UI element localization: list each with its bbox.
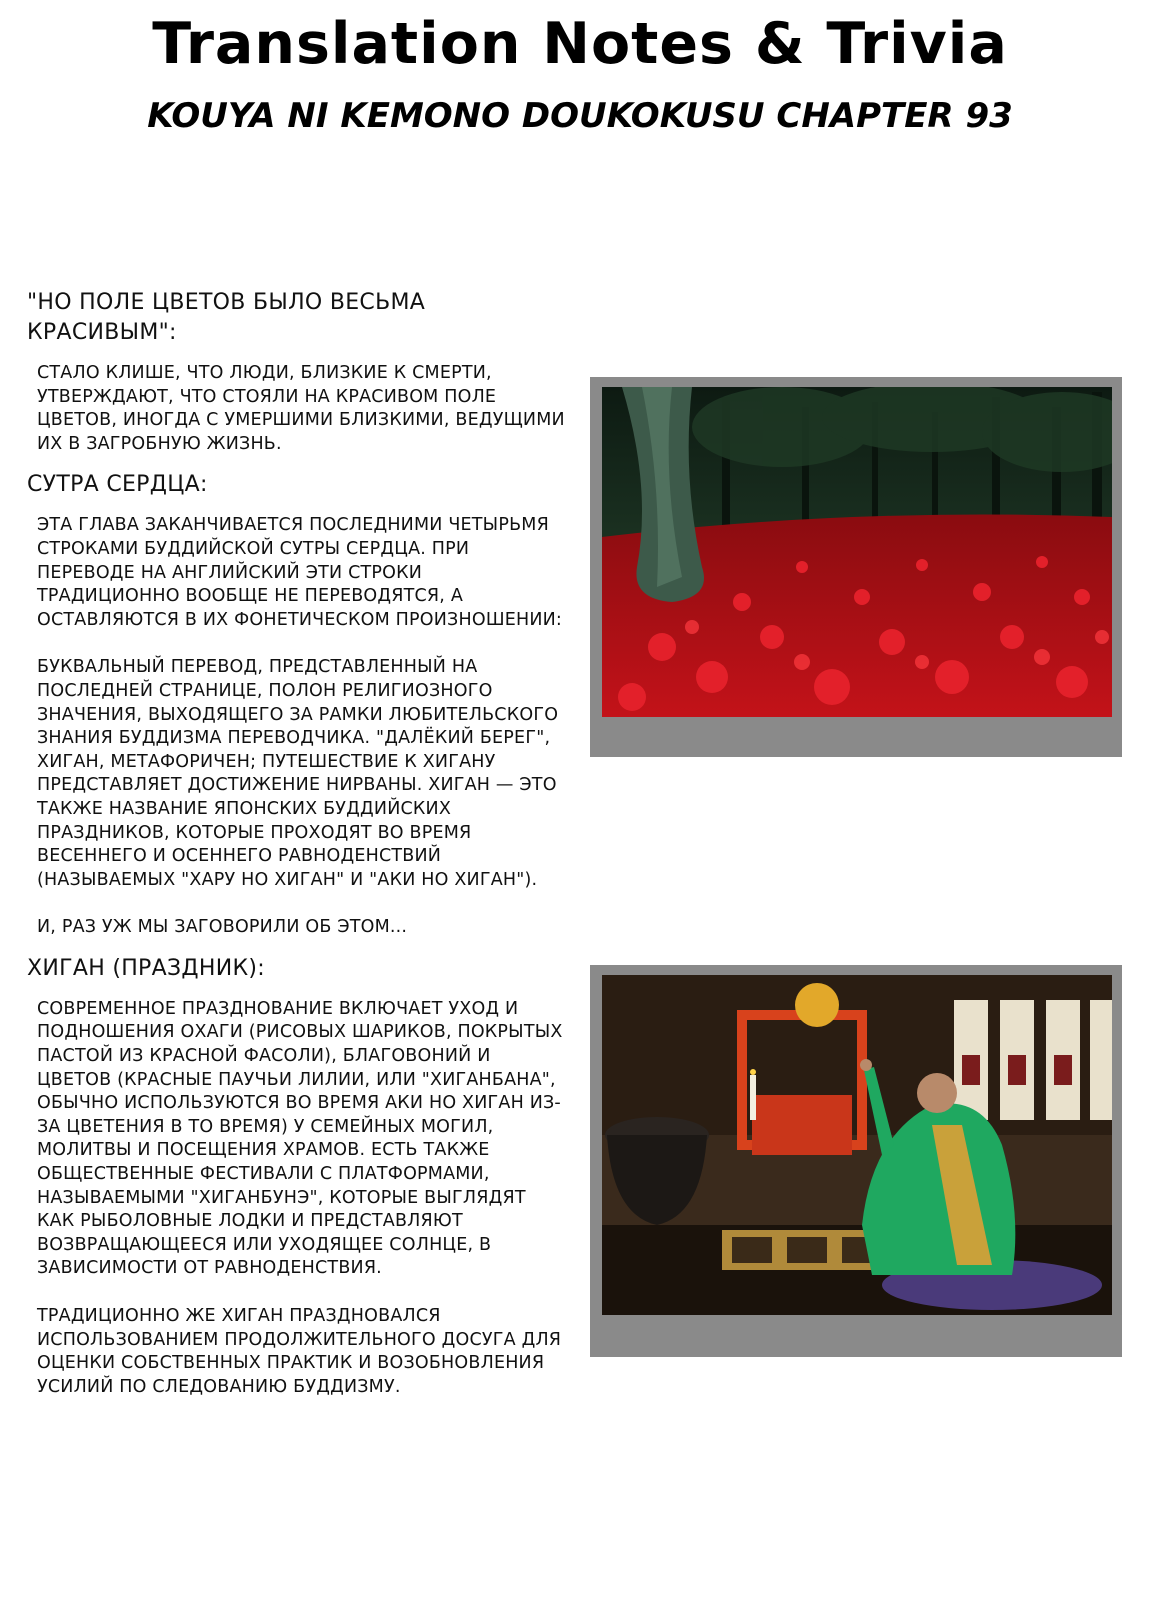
page-subtitle: KOUYA NI KEMONO DOUKOKUSU CHAPTER 93 (147, 96, 1013, 136)
page-title: Translation Notes & Trivia (152, 11, 1008, 77)
section-heading-flower-field: "НО ПОЛЕ ЦВЕТОВ БЫЛО ВЕСЬМА КРАСИВЫМ": (27, 290, 426, 345)
notes-column (27, 288, 567, 1399)
section-heading-heart-sutra: СУТРА СЕРДЦА: (27, 472, 208, 498)
section-heading-higan-holiday: ХИГАН (ПРАЗДНИК): (27, 955, 265, 981)
section-paragraph: ТРАДИЦИОННО ЖЕ ХИГАН ПРАЗДНОВАЛСЯ ИСПОЛЬЗОВАНИЕМ ПРОДОЛЖИТЕЛЬНОГО ДОСУГА ДЛЯ ОЦЕНКИ СОБСТВЕННЫХ ПРАКТИК И ВОЗОБНОВЛЕНИЯ УСИЛИЙ ПО СЛЕДОВАНИЮ БУДДИЗМУ. (37, 1306, 562, 1397)
photo-spider-lily-field (602, 387, 1112, 717)
section-paragraph: СОВРЕМЕННОЕ ПРАЗДНОВАНИЕ ВКЛЮЧАЕТ УХОД И ПОДНОШЕНИЯ ОХАГИ (РИСОВЫХ ШАРИКОВ, ПОКРЫТЫХ ПАСТОЙ ИЗ КРАСНОЙ ФАСОЛИ), БЛАГОВОНИЙ И ЦВЕТОВ (КРАСНЫЕ ПАУЧЬИ ЛИЛИИ, ИЛИ "ХИГАНБАНА", ОБЫЧНО ИСПОЛЬЗУЮТСЯ ВО ВРЕМЯ АКИ НО ХИГАН ИЗ-ЗА ЦВЕТЕНИЯ В ТО ВРЕМЯ) У СЕМЕЙНЫХ МОГИЛ, МОЛИТВЫ И ПОСЕЩЕНИЯ ХРАМОВ. ЕСТЬ ТАКЖЕ ОБЩЕСТВЕННЫЕ ФЕСТИВАЛИ С ПЛАТФОРМАМИ, НАЗЫВАЕМЫМИ "ХИГАНБУНЭ", КОТОРЫЕ ВЫГЛЯДЯТ КАК РЫБОЛОВНЫЕ ЛОДКИ И ПРЕДСТАВЛЯЮТ ВОЗВРАЩАЮЩЕЕСЯ ИЛИ УХОДЯЩЕЕ СОЛНЦЕ, В ЗАВИСИМОСТИ ОТ РАВНОДЕНСТВИЯ. (37, 998, 563, 1279)
photo-monk-at-altar (602, 975, 1112, 1315)
section-paragraph: И, РАЗ УЖ МЫ ЗАГОВОРИЛИ ОБ ЭТОМ... (37, 917, 408, 938)
section-paragraph: БУКВАЛЬНЫЙ ПЕРЕВОД, ПРЕДСТАВЛЕННЫЙ НА ПОСЛЕДНЕЙ СТРАНИЦЕ, ПОЛОН РЕЛИГИОЗНОГО ЗНАЧЕНИЯ, ВЫХОДЯЩЕГО ЗА РАМКИ ЛЮБИТЕЛЬСКОГО ЗНАНИЯ БУДДИЗМА ПЕРЕВОДЧИКА. "ДАЛЁКИЙ БЕРЕГ", ХИГАН, МЕТАФОРИЧЕН; ПУТЕШЕСТВИЕ К ХИГАНУ ПРЕДСТАВЛЯЕТ ДОСТИЖЕНИЕ НИРВАНЫ. ХИГАН — ЭТО ТАКЖЕ НАЗВАНИЕ ЯПОНСКИХ БУДДИЙСКИХ ПРАЗДНИКОВ, КОТОРЫЕ ПРОХОДЯТ ВО ВРЕМЯ ВЕСЕННЕГО И ОСЕННЕГО РАВНОДЕНСТВИЙ (НАЗЫВАЕМЫХ "ХАРУ НО ХИГАН" И "АКИ НО ХИГАН"). (37, 657, 559, 890)
section-paragraph: ЭТА ГЛАВА ЗАКАНЧИВАЕТСЯ ПОСЛЕДНИМИ ЧЕТЫРЬМЯ СТРОКАМИ БУДДИЙСКОЙ СУТРЫ СЕРДЦА. ПРИ ПЕРЕВОДЕ НА АНГЛИЙСКИЙ ЭТИ СТРОКИ ТРАДИЦИОННО ВООБЩЕ НЕ ПЕРЕВОДЯТСЯ, А ОСТАВЛЯЮТСЯ В ИХ ФОНЕТИЧЕСКОМ ПРОИЗНОШЕНИИ: (37, 515, 563, 630)
section-paragraph: СТАЛО КЛИШЕ, ЧТО ЛЮДИ, БЛИЗКИЕ К СМЕРТИ, УТВЕРЖДАЮТ, ЧТО СТОЯЛИ НА КРАСИВОМ ПОЛЕ ЦВЕТОВ, ИНОГДА С УМЕРШИМИ БЛИЗКИМИ, ВЕДУЩИМИ ИХ В ЗАГРОБНУЮ ЖИЗНЬ. (37, 363, 565, 454)
